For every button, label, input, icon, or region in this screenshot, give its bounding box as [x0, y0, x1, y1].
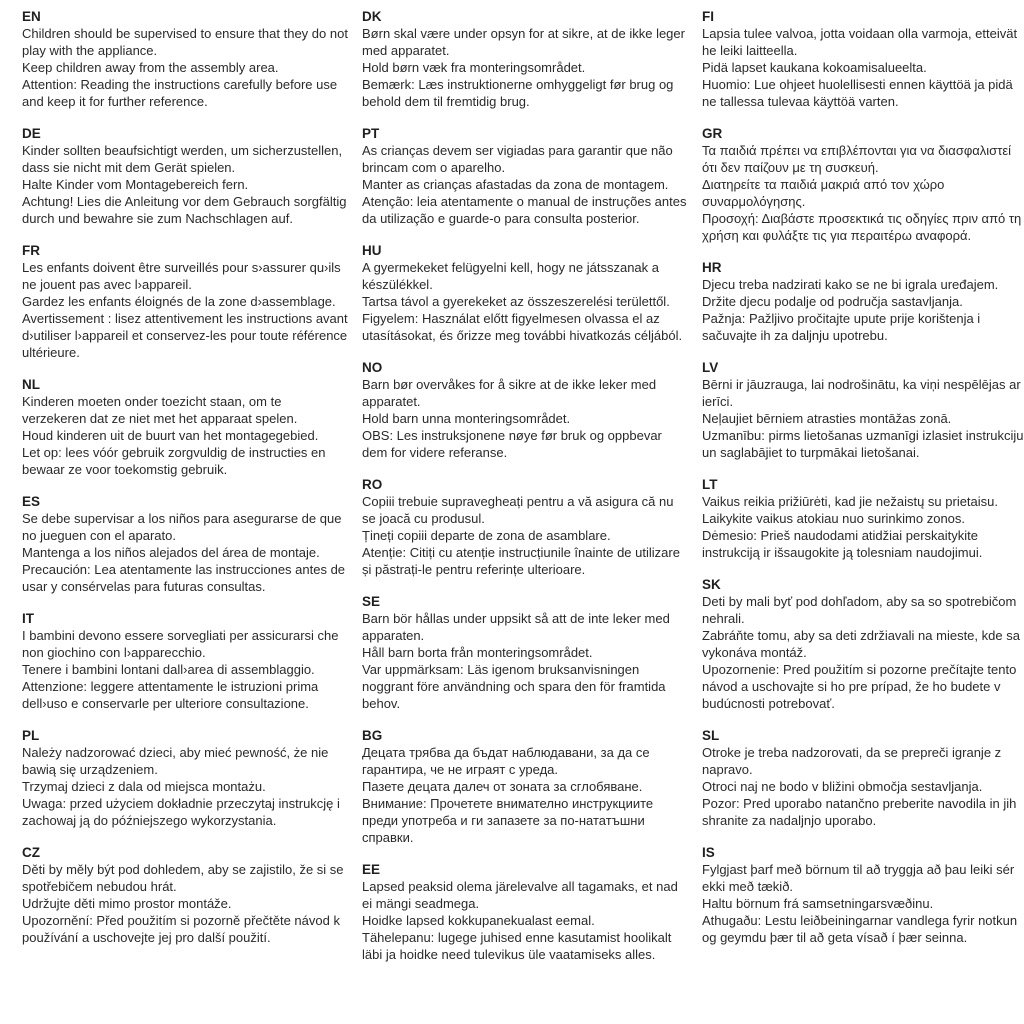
column-3 — [702, 8, 1024, 1024]
language-code: CZ — [22, 845, 40, 860]
language-code: PT — [362, 126, 380, 141]
language-code: IS — [702, 845, 715, 860]
instruction-paragraph: Zabráňte tomu, aby sa deti zdržiavali na mieste, kde sa vykonáva montáž. — [702, 628, 1020, 660]
language-code: FI — [702, 9, 714, 24]
language-section-gr — [702, 125, 1024, 244]
instruction-paragraph: Pažnja: Pažljivo pročitajte upute prije korištenja i sačuvajte ih za daljnju upotrebu. — [702, 311, 981, 343]
instruction-paragraph: Внимание: Прочетете внимателно инструкциите преди употреба и ги запазете за по-нататъшни справки. — [362, 796, 654, 845]
instruction-paragraph: Children should be supervised to ensure that they do not play with the appliance. — [22, 26, 348, 58]
instruction-paragraph: Copiii trebuie supravegheați pentru a vă asigura că nu se joacă cu produsul. — [362, 494, 674, 526]
instruction-paragraph: Bemærk: Læs instruktionerne omhyggeligt før brug og behold dem til fremtidig brug. — [362, 77, 674, 109]
instruction-paragraph: Kinderen moeten onder toezicht staan, om te verzekeren dat ze niet met het apparaat spelen. — [22, 394, 298, 426]
instruction-paragraph: Upozornenie: Pred použitím si pozorne prečítajte tento návod a uschovajte si ho pre prípad, že ho budete v budúcnosti potrebovať. — [702, 662, 1017, 711]
instruction-paragraph: Děti by měly být pod dohledem, aby se zajistilo, že si se spotřebičem nebudou hrát. — [22, 862, 344, 894]
language-section-ee — [362, 861, 688, 963]
instruction-paragraph: Tähelepanu: lugege juhised enne kasutamist hoolikalt läbi ja hoidke need tulevikus üle vaatamiseks alles. — [362, 930, 672, 962]
language-section-nl — [22, 376, 348, 478]
language-code: LT — [702, 477, 718, 492]
language-code: RO — [362, 477, 383, 492]
instruction-paragraph: Barn bør overvåkes for å sikre at de ikke leker med apparatet. — [362, 377, 657, 409]
instruction-paragraph: Hold børn væk fra monteringsområdet. — [362, 60, 586, 75]
language-section-ro — [362, 476, 688, 578]
language-code: NO — [362, 360, 383, 375]
instruction-paragraph: Atenție: Citiți cu atenție instrucțiunile înainte de utilizare și păstrați-le pentru referințe ulterioare. — [362, 545, 680, 577]
instruction-paragraph: Let op: lees vóór gebruik zorgvuldig de instructies en bewaar ze voor toekomstig gebruik. — [22, 445, 326, 477]
language-section-dk — [362, 8, 688, 110]
instruction-paragraph: Τα παιδιά πρέπει να επιβλέπονται για να διασφαλιστεί ότι δεν παίζουν με τη συσκευή. — [702, 143, 1012, 175]
instruction-paragraph: Barn bör hållas under uppsikt så att de inte leker med apparaten. — [362, 611, 670, 643]
language-section-bg — [362, 727, 688, 846]
instruction-paragraph: Pozor: Pred uporabo natančno preberite navodila in jih shranite za nadaljnjo uporabo. — [702, 796, 1017, 828]
language-section-es — [22, 493, 348, 595]
instruction-paragraph: Håll barn borta från monteringsområdet. — [362, 645, 593, 660]
instruction-paragraph: As crianças devem ser vigiadas para garantir que não brincam com o aparelho. — [362, 143, 673, 175]
language-code: HR — [702, 260, 722, 275]
language-code: IT — [22, 611, 34, 626]
instruction-paragraph: Laikykite vaikus atokiau nuo surinkimo zonos. — [702, 511, 966, 526]
language-section-no — [362, 359, 688, 461]
language-section-pt — [362, 125, 688, 227]
instruction-paragraph: A gyermekeket felügyelni kell, hogy ne játsszanak a készülékkel. — [362, 260, 660, 292]
instruction-paragraph: Huomio: Lue ohjeet huolellisesti ennen käyttöä ja pidä ne tallessa tulevaa käyttöä varten. — [702, 77, 1013, 109]
language-code: SL — [702, 728, 720, 743]
language-section-fr — [22, 242, 348, 361]
language-code: SK — [702, 577, 721, 592]
instruction-paragraph: Tartsa távol a gyerekeket az összeszerelési területtől. — [362, 294, 670, 309]
instruction-paragraph: Athugaðu: Lestu leiðbeiningarnar vandlega fyrir notkun og geymdu þær til að geta vísað í þær seinna. — [702, 913, 1018, 945]
language-code: NL — [22, 377, 40, 392]
language-code: GR — [702, 126, 723, 141]
instruction-paragraph: Uzmanību: pirms lietošanas uzmanīgi izlasiet instrukciju un saglabājiet to turpmākai lietošanai. — [702, 428, 1024, 460]
instruction-paragraph: Fylgjast þarf með börnum til að tryggja að þau leiki sér ekki með tækið. — [702, 862, 1015, 894]
instruction-paragraph: Децата трябва да бъдат наблюдавани, за да се гарантира, че не играят с уреда. — [362, 745, 650, 777]
instruction-paragraph: Attention: Reading the instructions carefully before use and keep it for further reference. — [22, 77, 338, 109]
instruction-paragraph: Hoidke lapsed kokkupanekualast eemal. — [362, 913, 595, 928]
instruction-paragraph: Kinder sollten beaufsichtigt werden, um sicherzustellen, dass sie nicht mit dem Gerät spielen. — [22, 143, 343, 175]
language-code: ES — [22, 494, 41, 509]
instruction-paragraph: I bambini devono essere sorvegliati per assicurarsi che non giochino con l›apparecchio. — [22, 628, 339, 660]
instruction-paragraph: Precaución: Lea atentamente las instrucciones antes de usar y consérvelas para futuras consultas. — [22, 562, 346, 594]
instruction-paragraph: Udržujte děti mimo prostor montáže. — [22, 896, 232, 911]
instruction-paragraph: Trzymaj dzieci z dala od miejsca montażu. — [22, 779, 266, 794]
instruction-paragraph: Lapsed peaksid olema järelevalve all tagamaks, et nad ei mängi seadmega. — [362, 879, 678, 911]
language-code: PL — [22, 728, 40, 743]
instruction-paragraph: Należy nadzorować dzieci, aby mieć pewność, że nie bawią się urządzeniem. — [22, 745, 329, 777]
instruction-paragraph: Tenere i bambini lontani dall›area di assemblaggio. — [22, 662, 315, 677]
instruction-paragraph: Otroci naj ne bodo v bližini območja sestavljanja. — [702, 779, 983, 794]
instruction-paragraph: Haltu börnum frá samsetningarsvæðinu. — [702, 896, 934, 911]
column-2 — [362, 8, 688, 1024]
instruction-paragraph: Houd kinderen uit de buurt van het montagegebied. — [22, 428, 319, 443]
language-section-pl — [22, 727, 348, 829]
instruction-paragraph: Manter as crianças afastadas da zona de montagem. — [362, 177, 669, 192]
language-section-hu — [362, 242, 688, 344]
instruction-paragraph: Les enfants doivent être surveillés pour s›assurer qu›ils ne jouent pas avec l›appareil. — [22, 260, 341, 292]
language-code: EN — [22, 9, 41, 24]
instruction-paragraph: Bērni ir jāuzrauga, lai nodrošinātu, ka viņi nespēlējas ar ierīci. — [702, 377, 1021, 409]
language-code: HU — [362, 243, 382, 258]
instruction-paragraph: Se debe supervisar a los niños para asegurarse de que no jueguen con el aparato. — [22, 511, 342, 543]
instruction-paragraph: Neļaujiet bērniem atrasties montāžas zonā. — [702, 411, 952, 426]
instruction-paragraph: Achtung! Lies die Anleitung vor dem Gebrauch sorgfältig durch und bewahre sie zum Nachschlagen auf. — [22, 194, 347, 226]
language-code: FR — [22, 243, 40, 258]
instruction-paragraph: Držite djecu podalje od područja sastavljanja. — [702, 294, 963, 309]
instruction-paragraph: Pidä lapset kaukana kokoamisalueelta. — [702, 60, 927, 75]
language-section-se — [362, 593, 688, 712]
instruction-paragraph: Attenzione: leggere attentamente le istruzioni prima dell›uso e conservarle per ulteriore consultazione. — [22, 679, 319, 711]
language-section-de — [22, 125, 348, 227]
instruction-paragraph: Otroke je treba nadzorovati, da se prepreči igranje z napravo. — [702, 745, 1002, 777]
instruction-paragraph: Mantenga a los niños alejados del área de montaje. — [22, 545, 320, 560]
instruction-paragraph: Djecu treba nadzirati kako se ne bi igrala uređajem. — [702, 277, 999, 292]
language-code: EE — [362, 862, 381, 877]
instruction-paragraph: Atenção: leia atentamente o manual de instruções antes da utilização e guarde-o para consulta posterior. — [362, 194, 687, 226]
language-code: LV — [702, 360, 719, 375]
language-section-lt — [702, 476, 1024, 561]
instruction-paragraph: Προσοχή: Διαβάστε προσεκτικά τις οδηγίες πριν από τη χρήση και φυλάξτε τις για περαιτέρω αναφορά. — [702, 211, 1022, 243]
language-section-en — [22, 8, 348, 110]
language-section-hr — [702, 259, 1024, 344]
language-code: DE — [22, 126, 41, 141]
instruction-paragraph: Keep children away from the assembly area. — [22, 60, 279, 75]
language-section-sk — [702, 576, 1024, 712]
instruction-paragraph: Børn skal være under opsyn for at sikre, at de ikke leger med apparatet. — [362, 26, 685, 58]
language-section-it — [22, 610, 348, 712]
instruction-paragraph: Dėmesio: Prieš naudodami atidžiai perskaitykite instrukciją ir išsaugokite ją tolesniam naudojimui. — [702, 528, 983, 560]
instruction-paragraph: Vaikus reikia prižiūrėti, kad jie nežaistų su prietaisu. — [702, 494, 999, 509]
instruction-paragraph: Var uppmärksam: Läs igenom bruksanvisningen noggrant före användning och spara den för framtida behov. — [362, 662, 666, 711]
instruction-paragraph: Deti by mali byť pod dohľadom, aby sa so spotrebičom nehrali. — [702, 594, 1017, 626]
instruction-paragraph: Halte Kinder vom Montagebereich fern. — [22, 177, 249, 192]
instruction-paragraph: Avertissement : lisez attentivement les instructions avant d›utiliser l›appareil et conservez-les pour toute référence ultérieure. — [22, 311, 348, 360]
instruction-paragraph: Țineți copiii departe de zona de asamblare. — [362, 528, 611, 543]
language-section-sl — [702, 727, 1024, 829]
instruction-paragraph: Gardez les enfants éloignés de la zone d›assemblage. — [22, 294, 336, 309]
instruction-paragraph: Lapsia tulee valvoa, jotta voidaan olla varmoja, etteivät he leiki laitteella. — [702, 26, 1018, 58]
instruction-paragraph: Uwaga: przed użyciem dokładnie przeczytaj instrukcję i zachowaj ją do późniejszego wykorzystania. — [22, 796, 340, 828]
instruction-paragraph: Пазете децата далеч от зоната за сглобяване. — [362, 779, 643, 794]
instruction-paragraph: Hold barn unna monteringsområdet. — [362, 411, 571, 426]
column-1 — [22, 8, 348, 1024]
language-code: BG — [362, 728, 383, 743]
instruction-paragraph: Διατηρείτε τα παιδιά μακριά από τον χώρο συναρμολόγησης. — [702, 177, 945, 209]
language-section-fi — [702, 8, 1024, 110]
instruction-paragraph: OBS: Les instruksjonene nøye før bruk og oppbevar dem for videre referanse. — [362, 428, 662, 460]
instruction-paragraph: Upozornění: Před použitím si pozorně přečtěte návod k používání a uschovejte jej pro další použití. — [22, 913, 340, 945]
instruction-paragraph: Figyelem: Használat előtt figyelmesen olvassa el az utasításokat, és őrizze meg további hivatkozás céljából. — [362, 311, 683, 343]
language-section-lv — [702, 359, 1024, 461]
language-section-cz — [22, 844, 348, 946]
language-code: SE — [362, 594, 381, 609]
language-section-is — [702, 844, 1024, 946]
language-code: DK — [362, 9, 382, 24]
